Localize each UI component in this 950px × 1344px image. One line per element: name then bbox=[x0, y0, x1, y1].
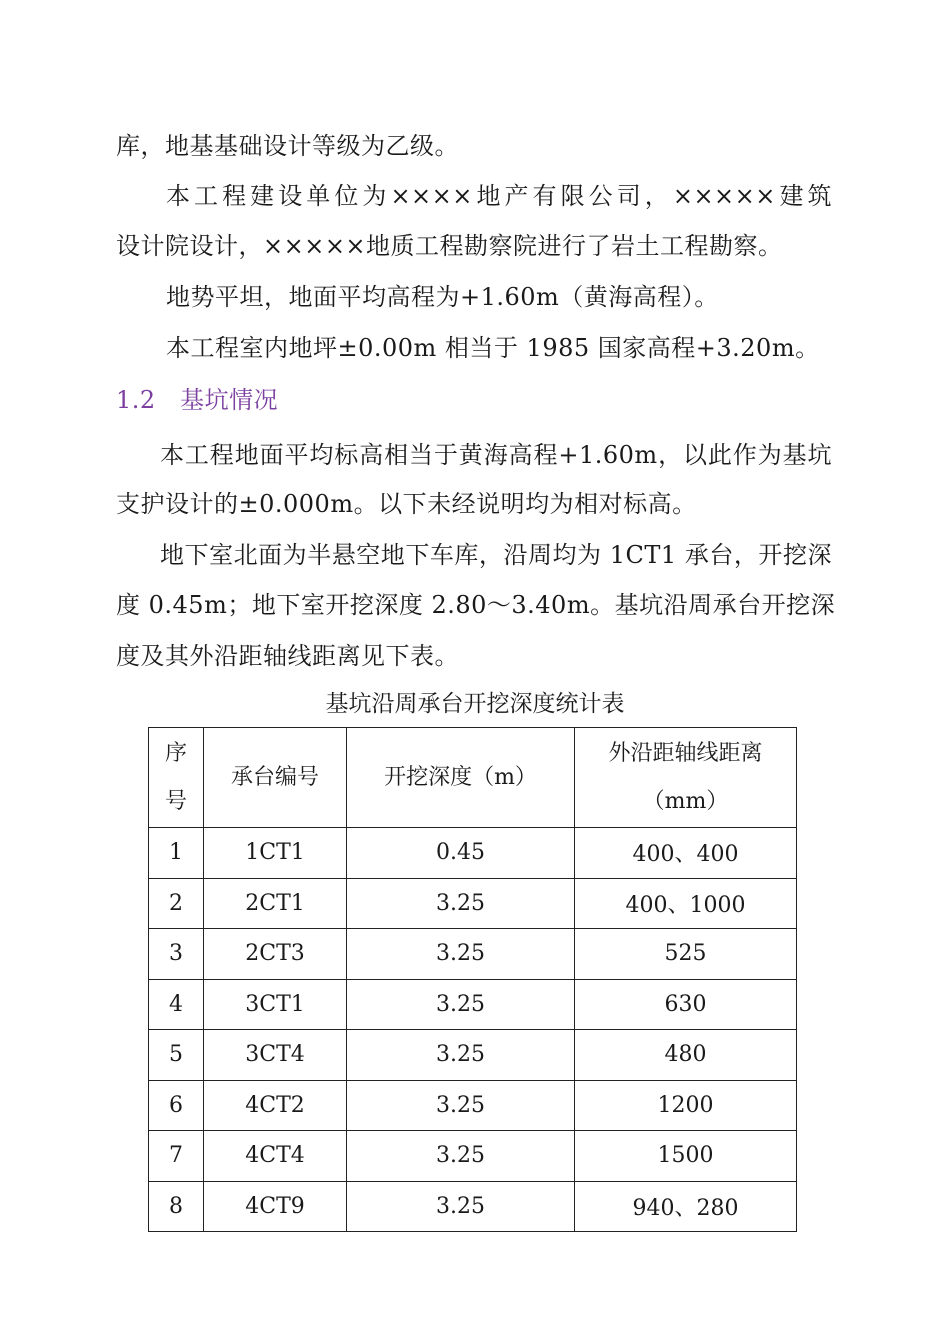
cell-distance: 400、400 bbox=[575, 828, 797, 879]
cell-code: 2CT3 bbox=[204, 929, 347, 980]
cell-index: 4 bbox=[149, 979, 204, 1030]
table-row bbox=[149, 828, 797, 879]
cell-index: 8 bbox=[149, 1181, 204, 1232]
cell-index: 2 bbox=[149, 878, 204, 929]
cell-code: 3CT1 bbox=[204, 979, 347, 1030]
table-row bbox=[149, 1080, 797, 1131]
header-distance bbox=[575, 728, 797, 828]
cell-depth: 3.25 bbox=[347, 1080, 575, 1131]
cell-depth: 3.25 bbox=[347, 1131, 575, 1182]
table-row bbox=[149, 878, 797, 929]
paragraph-line: 支护设计的±0.000m。以下未经说明均为相对标高。 bbox=[116, 490, 697, 518]
cell-depth: 3.25 bbox=[347, 929, 575, 980]
cell-code: 4CT4 bbox=[204, 1131, 347, 1182]
paragraph-line: 设计院设计，×××××地质工程勘察院进行了岩土工程勘察。 bbox=[116, 232, 783, 260]
cell-distance: 940、280 bbox=[575, 1181, 797, 1232]
paragraph-line: 库，地基基础设计等级为乙级。 bbox=[116, 132, 459, 160]
header-code: 承台编号 bbox=[204, 728, 347, 828]
cell-code: 2CT1 bbox=[204, 878, 347, 929]
header-depth: 开挖深度（m） bbox=[347, 728, 575, 828]
paragraph-line: 度及其外沿距轴线距离见下表。 bbox=[116, 642, 459, 670]
header-index: 序号 bbox=[149, 728, 204, 828]
table-caption: 基坑沿周承台开挖深度统计表 bbox=[325, 691, 625, 717]
header-distance-line2: （mm） bbox=[642, 788, 729, 814]
section-heading: 1.2 基坑情况 bbox=[116, 386, 279, 414]
paragraph-line: 地势平坦，地面平均高程为+1.60m（黄海高程）。 bbox=[166, 283, 719, 311]
cell-code: 4CT9 bbox=[204, 1181, 347, 1232]
cell-code: 1CT1 bbox=[204, 828, 347, 879]
table-row bbox=[149, 929, 797, 980]
stats-table bbox=[148, 727, 797, 1232]
cell-distance: 630 bbox=[575, 979, 797, 1030]
cell-distance: 1500 bbox=[575, 1131, 797, 1182]
cell-depth: 3.25 bbox=[347, 979, 575, 1030]
cell-distance: 480 bbox=[575, 1030, 797, 1081]
cell-index: 6 bbox=[149, 1080, 204, 1131]
cell-depth: 3.25 bbox=[347, 1181, 575, 1232]
table-row bbox=[149, 1181, 797, 1232]
cell-code: 4CT2 bbox=[204, 1080, 347, 1131]
cell-depth: 3.25 bbox=[347, 1030, 575, 1081]
cell-index: 1 bbox=[149, 828, 204, 879]
cell-distance: 1200 bbox=[575, 1080, 797, 1131]
paragraph-line: 本工程地面平均标高相当于黄海高程+1.60m，以此作为基坑 bbox=[160, 441, 832, 469]
paragraph-line: 本工程建设单位为××××地产有限公司，×××××建筑 bbox=[166, 182, 832, 210]
cell-distance: 525 bbox=[575, 929, 797, 980]
paragraph-line: 地下室北面为半悬空地下车库，沿周均为 1CT1 承台，开挖深 bbox=[160, 541, 832, 569]
cell-index: 5 bbox=[149, 1030, 204, 1081]
cell-index: 3 bbox=[149, 929, 204, 980]
table-row bbox=[149, 1131, 797, 1182]
cell-depth: 0.45 bbox=[347, 828, 575, 879]
paragraph-line: 度 0.45m；地下室开挖深度 2.80～3.40m。基坑沿周承台开挖深 bbox=[116, 591, 836, 619]
table-header-row bbox=[149, 728, 797, 828]
paragraph-line: 本工程室内地坪±0.00m 相当于 1985 国家高程+3.20m。 bbox=[166, 334, 820, 362]
cell-index: 7 bbox=[149, 1131, 204, 1182]
table-row bbox=[149, 979, 797, 1030]
table-row bbox=[149, 1030, 797, 1081]
header-distance-line1: 外沿距轴线距离 bbox=[608, 740, 763, 766]
cell-depth: 3.25 bbox=[347, 878, 575, 929]
cell-distance: 400、1000 bbox=[575, 878, 797, 929]
cell-code: 3CT4 bbox=[204, 1030, 347, 1081]
